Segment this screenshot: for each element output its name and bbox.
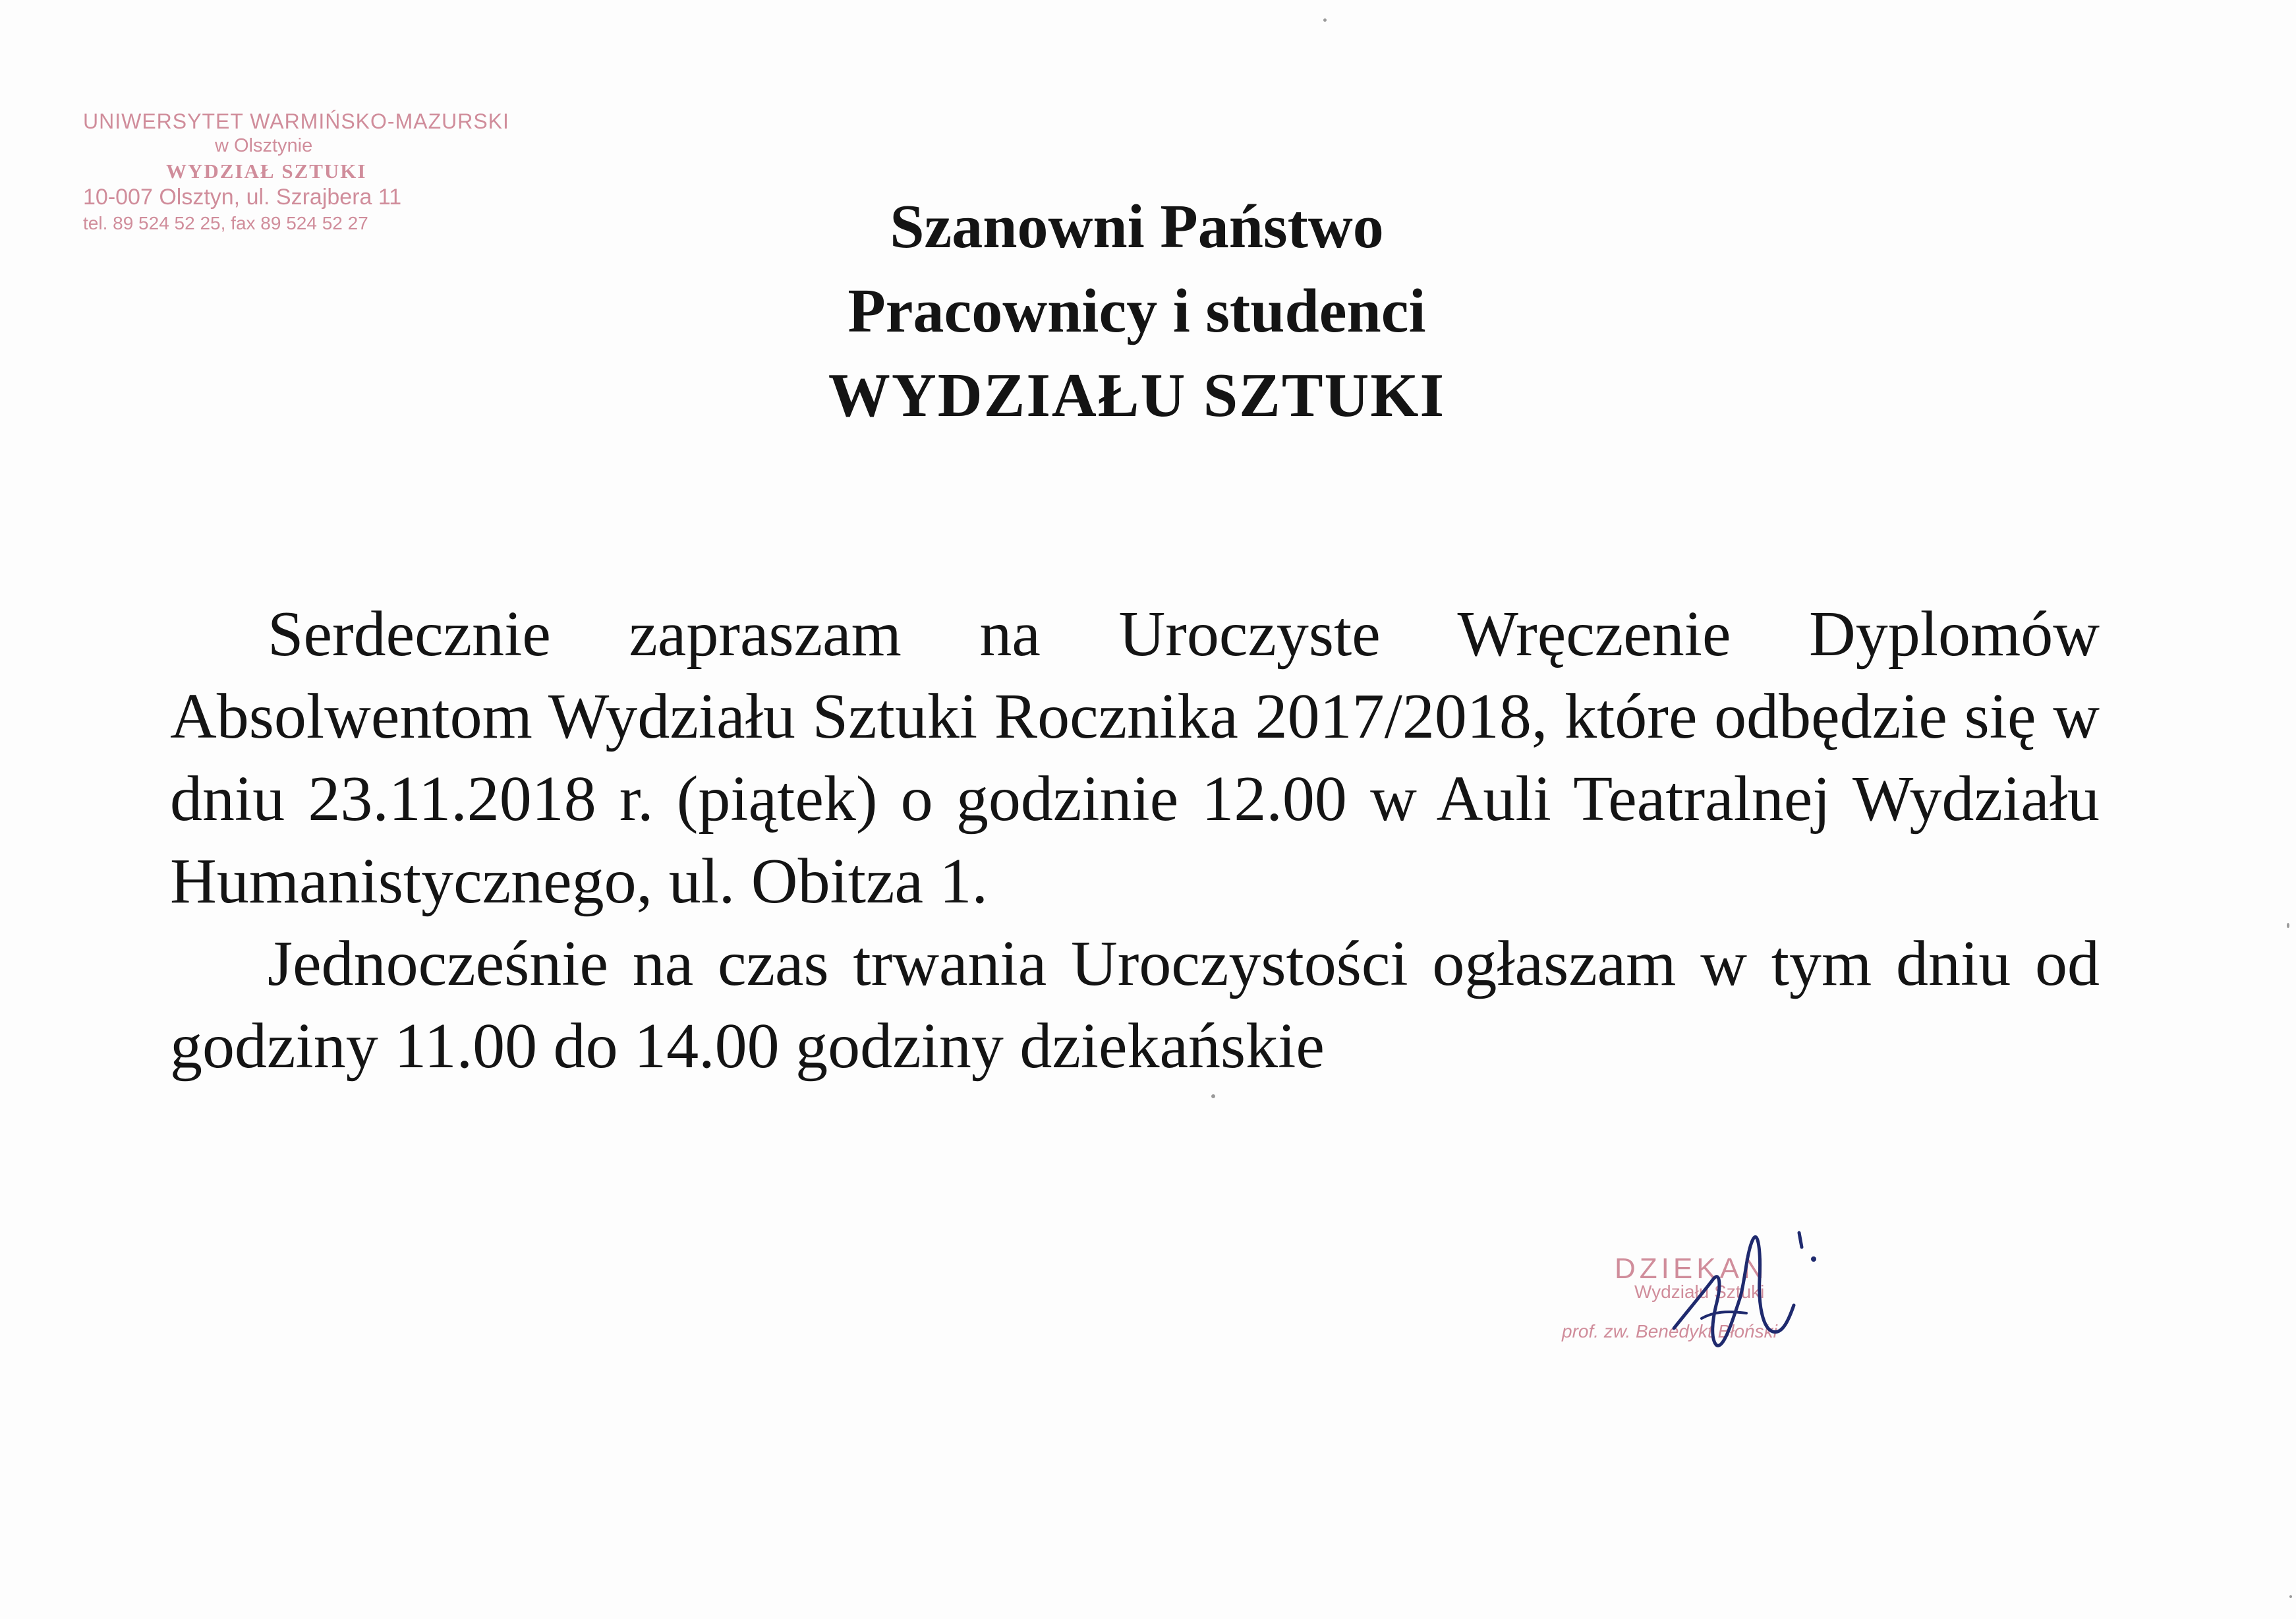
letter-body	[170, 593, 2100, 1088]
heading-faculty: WYDZIAŁU SZTUKI	[828, 361, 1446, 430]
stamp-university: UNIWERSYTET WARMIŃSKO-MAZURSKI	[83, 109, 509, 133]
dean-stamp-title: DZIEKAN	[1615, 1252, 1768, 1285]
stamp-address: 10-007 Olsztyn, ul. Szrajbera 11	[83, 185, 402, 210]
scan-speck	[2287, 923, 2289, 928]
dean-stamp-faculty: Wydziału Sztuki	[1634, 1281, 1765, 1302]
scan-speck	[2289, 1595, 2292, 1598]
stamp-faculty: WYDZIAŁ SZTUKI	[166, 160, 367, 183]
scan-speck	[1323, 18, 1327, 22]
handwritten-signature	[1648, 1213, 1845, 1371]
stamp-city: w Olsztynie	[215, 135, 313, 156]
letter-heading	[0, 185, 2274, 438]
body-paragraph-invitation: Serdecznie zapraszam na Uroczyste Wręczenie Dyplomów Absolwentom Wydziału Sztuki Rocznika 2017/2018, które odbędzie się w dniu 23.11.2018 r. (piątek) o godzinie 12.00 w Auli Teatralnej Wydziału Humanistycznego, ul. Obitza 1.	[170, 599, 2100, 917]
scan-speck	[1211, 1094, 1215, 1098]
dean-stamp-name: prof. zw. Benedykt Błoński	[1562, 1321, 1777, 1341]
body-paragraph-dean-hours: Jednocześnie na czas trwania Uroczystości ogłaszam w tym dniu od godziny 11.00 do 14.00 godziny dziekańskie	[170, 928, 2100, 1082]
heading-addressees: Pracownicy i studenci	[847, 277, 1426, 345]
heading-salutation: Szanowni Państwo	[890, 192, 1384, 261]
stamp-phone: tel. 89 524 52 25, fax 89 524 52 27	[83, 213, 368, 233]
